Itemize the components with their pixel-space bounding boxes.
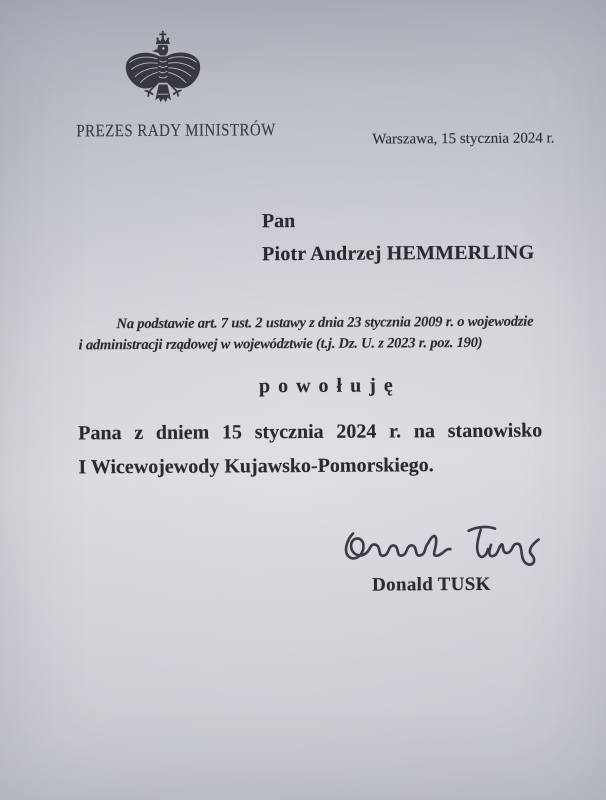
legal-basis-line-1: Na podstawie art. 7 ust. 2 ustawy z dnia 23 stycznia 2009 r. o wojewodzie bbox=[116, 313, 534, 333]
polish-eagle-emblem-icon bbox=[119, 30, 208, 128]
performative-word: powołuję bbox=[258, 374, 401, 398]
addressee-salutation: Pan bbox=[261, 210, 296, 233]
handwritten-signature-icon bbox=[339, 510, 557, 575]
letterhead-office-title: PREZES RADY MINISTRÓW bbox=[76, 119, 276, 141]
signer-name: Donald TUSK bbox=[372, 573, 491, 596]
legal-basis-line-2: i administracji rządowej w województwie (t.j. Dz. U. z 2023 r. poz. 190) bbox=[78, 334, 483, 354]
appointment-body-line-1: Pana z dniem 15 stycznia 2024 r. na stanowisko bbox=[78, 419, 543, 445]
addressee-name: Piotr Andrzej HEMMERLING bbox=[262, 241, 535, 266]
appointment-body-line-2: I Wicewojewody Kujawsko-Pomorskiego. bbox=[78, 454, 434, 479]
place-date-line: Warszawa, 15 stycznia 2024 r. bbox=[372, 130, 555, 148]
